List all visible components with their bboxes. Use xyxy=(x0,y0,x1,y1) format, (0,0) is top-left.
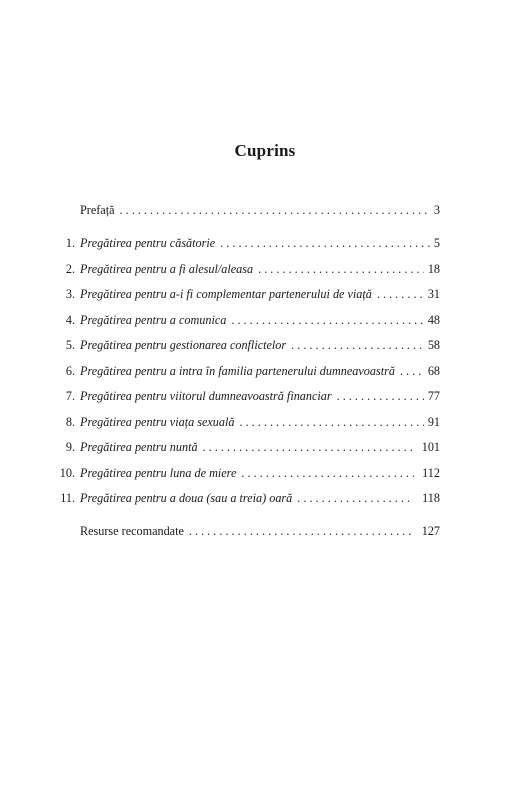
toc-dot-leader xyxy=(297,488,414,508)
toc-page-number: 101 xyxy=(421,440,440,454)
toc-entry-preface xyxy=(50,200,440,220)
toc-dot-leader xyxy=(400,361,424,381)
toc-entry-chapter-4 xyxy=(50,310,440,330)
toc-dot-leader xyxy=(120,200,430,220)
toc-page-number: 58 xyxy=(427,338,440,352)
toc-dot-leader xyxy=(291,335,424,355)
toc-page-number: 48 xyxy=(427,312,440,327)
toc-page-number: 91 xyxy=(427,414,440,429)
toc-entry-title: Pregătirea pentru a intra în familia partenerului dumneavoastră xyxy=(80,363,395,378)
toc-dot-leader xyxy=(189,521,414,541)
toc-entry-chapter-8 xyxy=(50,412,440,432)
toc-entry-chapter-5 xyxy=(50,335,440,355)
toc-entry-chapter-7 xyxy=(50,386,440,406)
toc-dot-leader xyxy=(220,233,430,253)
toc-entry-title: Pregătirea pentru viitorul dumneavoastră financiar xyxy=(80,389,332,403)
toc-chapter-number: 8. xyxy=(65,414,75,429)
toc-entry-title: Pregătirea pentru a doua (sau a treia) oară xyxy=(80,491,293,505)
toc-dot-leader xyxy=(337,386,424,406)
toc-entry-title: Pregătirea pentru a comunica xyxy=(80,312,227,327)
toc-entry-title: Pregătirea pentru gestionarea conflictelor xyxy=(80,338,287,352)
toc-entry-chapter-1 xyxy=(50,233,440,253)
toc-page-number: 18 xyxy=(427,261,440,276)
toc-dot-leader xyxy=(203,437,414,457)
toc-entry-chapter-3 xyxy=(50,284,440,304)
toc-page-number: 3 xyxy=(433,203,440,217)
toc-entry-chapter-6 xyxy=(50,361,440,381)
toc-entry-title: Resurse recomandate xyxy=(80,524,184,538)
toc-entry-title: Pregătirea pentru căsătorie xyxy=(80,236,216,250)
toc-chapter-number: 10. xyxy=(59,465,75,480)
toc-entry-chapter-9 xyxy=(50,437,440,457)
toc-chapter-number: 2. xyxy=(65,261,75,276)
toc-dot-leader xyxy=(258,259,424,279)
toc-entry-title: Pregătirea pentru a fi alesul/aleasa xyxy=(80,261,254,276)
toc-page-number: 68 xyxy=(427,363,440,378)
toc-entry-title: Pregătirea pentru luna de miere xyxy=(80,465,237,480)
toc-entry-chapter-2 xyxy=(50,259,440,279)
toc-entry-title: Pregătirea pentru a-i fi complementar partenerului de viață xyxy=(80,287,372,301)
toc-entry-title: Prefață xyxy=(80,203,115,217)
toc-page-number: 77 xyxy=(427,389,440,403)
toc-chapter-number: 5. xyxy=(65,338,75,352)
toc-chapter-number: 7. xyxy=(65,389,75,403)
toc-chapter-number: 3. xyxy=(65,287,75,301)
toc-entry-chapter-11 xyxy=(50,488,440,508)
toc-chapter-number: 11. xyxy=(60,491,75,505)
toc-page-number: 112 xyxy=(422,465,440,480)
toc-entry-title: Pregătirea pentru nuntă xyxy=(80,440,198,454)
toc-entry-title: Pregătirea pentru viața sexuală xyxy=(80,414,235,429)
toc-dot-leader xyxy=(241,463,414,483)
toc-chapter-number: 4. xyxy=(65,312,75,327)
page-title: Cuprins xyxy=(234,141,296,160)
toc-page-number: 5 xyxy=(433,236,440,250)
toc-dot-leader xyxy=(239,412,423,432)
toc-chapter-number: 1. xyxy=(65,236,75,250)
toc-page-number: 118 xyxy=(422,491,440,505)
toc-page-number: 31 xyxy=(427,287,440,301)
toc-entry-resources xyxy=(50,521,440,541)
toc-entry-chapter-10 xyxy=(50,463,440,483)
toc-chapter-number: 6. xyxy=(65,363,75,378)
toc-dot-leader xyxy=(231,310,423,330)
toc-dot-leader xyxy=(377,284,424,304)
toc-page-number: 127 xyxy=(421,524,440,538)
toc-chapter-number: 9. xyxy=(65,440,75,454)
